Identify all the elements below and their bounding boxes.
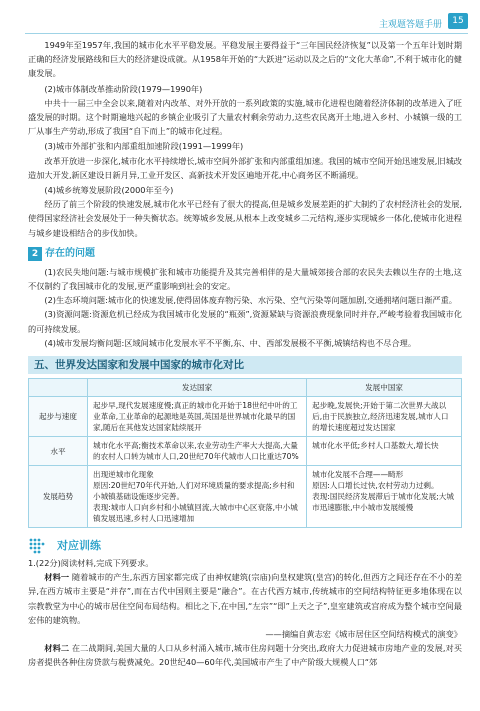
page-body <box>28 38 462 670</box>
material-1 <box>28 570 462 627</box>
problem-item: (3)资源问题:资源危机已经成为我国城市化发展的“瓶颈”,资源紧缺与资源浪费现象同时并存,严峻考验着我国城市化的可持续发展。 <box>28 309 462 334</box>
stage3-text: 改革开放进一步深化,城市化水平持续增长,城市空间外部扩张和内部重组加速。我国的城市空间开始迅速发展,旧城改造加大开发,新区建设日新月异,工业开发区、高新技术开发区遍地开花,中心商务区不断涌现。 <box>28 155 462 180</box>
table-row <box>29 397 462 437</box>
stage3-title: (3)城市外部扩张和内部重组加速阶段(1991—1999年) <box>44 141 244 152</box>
problem-item: (4)城市发展均衡问题:区域间城市化发展水平不平衡,东、中、西部发展极不平衡,城镇结构也不尽合理。 <box>44 337 417 348</box>
dots-grid-icon <box>28 536 54 556</box>
intro-paragraph: 1949年至1957年,我国的城市化水平平稳发展。平稳发展主要得益于“三年国民经济恢复”以及第一个五年计划时期正确的经济发展路线和巨大的经济建设成就。从1958年开始的“大跃进”运动以及之后的“文化大革命”,不利于城市化的健康发展。 <box>28 40 462 79</box>
developing-cell: 城市化水平低;乡村人口基数大,增长快 <box>307 437 462 466</box>
table-row <box>29 437 462 466</box>
stage2-title: (2)城市体制改革推动阶段(1979—1990年) <box>44 83 203 94</box>
material-1-text: 随着城市的产生,东西方国家都完成了由神权建筑(宗庙)向皇权建筑(皇宫)的转化,但西方之间还存在不小的差异,在西方城市主要是“并存”,而在古代中国则主要是“融合”。在古代西方城市,传统城市的空间结构特征更多地体现在以宗教教堂为中心的城市居住空间布局结构。相比之下,在中国,“左宗”“即”上天之子”,皇室建筑或宫府成为整个城市空间最宏伟的建筑物。 <box>28 572 462 625</box>
row-label: 发展趋势 <box>29 466 88 528</box>
material-2 <box>28 641 462 669</box>
stage4-title: (4)城乡统筹发展阶段(2000年至今) <box>44 185 174 196</box>
developing-cell: 城市化发展不合理——畸形 原因:人口增长过快,农村劳动力过剩。 表现:国民经济发展滞后于城市化发展;大城市迅速膨胀,中小城市发展缓慢 <box>307 466 462 528</box>
section-number-badge: 2 <box>28 247 42 261</box>
table-header-row <box>29 379 462 397</box>
table-row <box>29 466 462 528</box>
problem-item: (2)生态环境问题:城市化的快速发展,使得固体废弃物污染、水污染、空气污染等问题加剧,交通拥堵问题日渐严重。 <box>44 295 457 306</box>
training-heading <box>28 536 462 556</box>
stage4-text: 经历了前三个阶段的快速发展,城市化水平已经有了很大的提高,但是城乡发展差距的扩大制约了农村经济社会的发展,使得国家经济社会发展处于一种失衡状态。统筹城乡发展,从根本上改变城乡二元结构,逐步实现城乡一体化,使城市化进程与城乡建设相结合的步伐加快。 <box>28 199 462 238</box>
section-title: 存在的问题 <box>45 247 95 259</box>
header-title: 主观题答题手册 <box>378 20 442 30</box>
row-label: 水平 <box>29 437 88 466</box>
table-header-cell <box>29 379 88 397</box>
developed-cell: 城市化水平高;衡技术革命以来,农业劳动生产率大大提高,大量的农村人口转为城市人口,20世纪70年代城市人口比重达70% <box>88 437 307 466</box>
material-2-text: 在二战期间,美国大量的人口从乡村涌入城市,城市住房问题十分突出,政府大力促进城市房地产业的发展,对买房者提供各种住房贷款与税费减免。20世纪40—60年代,美国城市产生了中产阶级大规模人口“郊 <box>28 643 462 668</box>
page-header <box>0 0 480 34</box>
page-number: 15 <box>448 13 468 29</box>
material-1-source: ——摘编自黄志宏《城市居住区空间结构模式的演变》 <box>265 629 462 640</box>
developing-cell: 起步晚,发展快;开始于第二次世界大战以后,由于民族独立,经济迅速发展,城市人口的增长速度超过发达国家 <box>307 397 462 437</box>
row-label: 起步与速度 <box>29 397 88 437</box>
question-intro: 1.(22分)阅读材料,完成下列要求。 <box>28 558 154 569</box>
material-1-label: 材料一 <box>44 572 70 583</box>
comparison-table <box>28 378 462 528</box>
stage2-text: 中共十一届三中全会以来,随着对内改革、对外开放的一系列政策的实施,城市化进程也随着经济体制的改革进入了旺盛发展的时期。这个时期遍地兴起的乡镇企业吸引了大量农村剩余劳动力,这些农民离开土地,进入乡村、小城镇一级的工厂从事生产劳动,形成了我国“自下而上”的城市化过程。 <box>28 97 462 137</box>
training-title: 对应训练 <box>57 538 101 552</box>
table-header-cell: 发展中国家 <box>307 379 462 397</box>
material-2-label: 材料二 <box>44 643 70 654</box>
developed-cell: 出现逆城市化现象 原因:20世纪70年代开始,人们对环境质量的要求提高;乡村和小城镇基础设施逐步完善。 表现:城市人口向乡村和小城镇回流,大城市中心区衰落,中小城镇发展迅速,乡村人口迅速增加 <box>88 466 307 528</box>
section-heading-problems <box>28 246 462 262</box>
header-divider <box>25 33 468 34</box>
developed-cell: 起步早,现代发展速度慢;真正的城市化开始于18世纪中叶的工业革命,工业革命的起源地是英国,英国是世界城市化最早的国家,随后在其他发达国家陆续展开 <box>88 397 307 437</box>
section-banner <box>28 356 462 374</box>
table-header-cell: 发达国家 <box>88 379 307 397</box>
section-banner-title: 五、世界发达国家和发展中国家的城市化对比 <box>34 358 244 371</box>
problem-item: (1)农民失地问题:与城市规模扩张和城市功能提升及其完善相伴的是大量城郊接合部的农民失去赖以生存的土地,这不仅制约了我国城市化的发展,更严重影响到社会的安定。 <box>28 266 462 292</box>
